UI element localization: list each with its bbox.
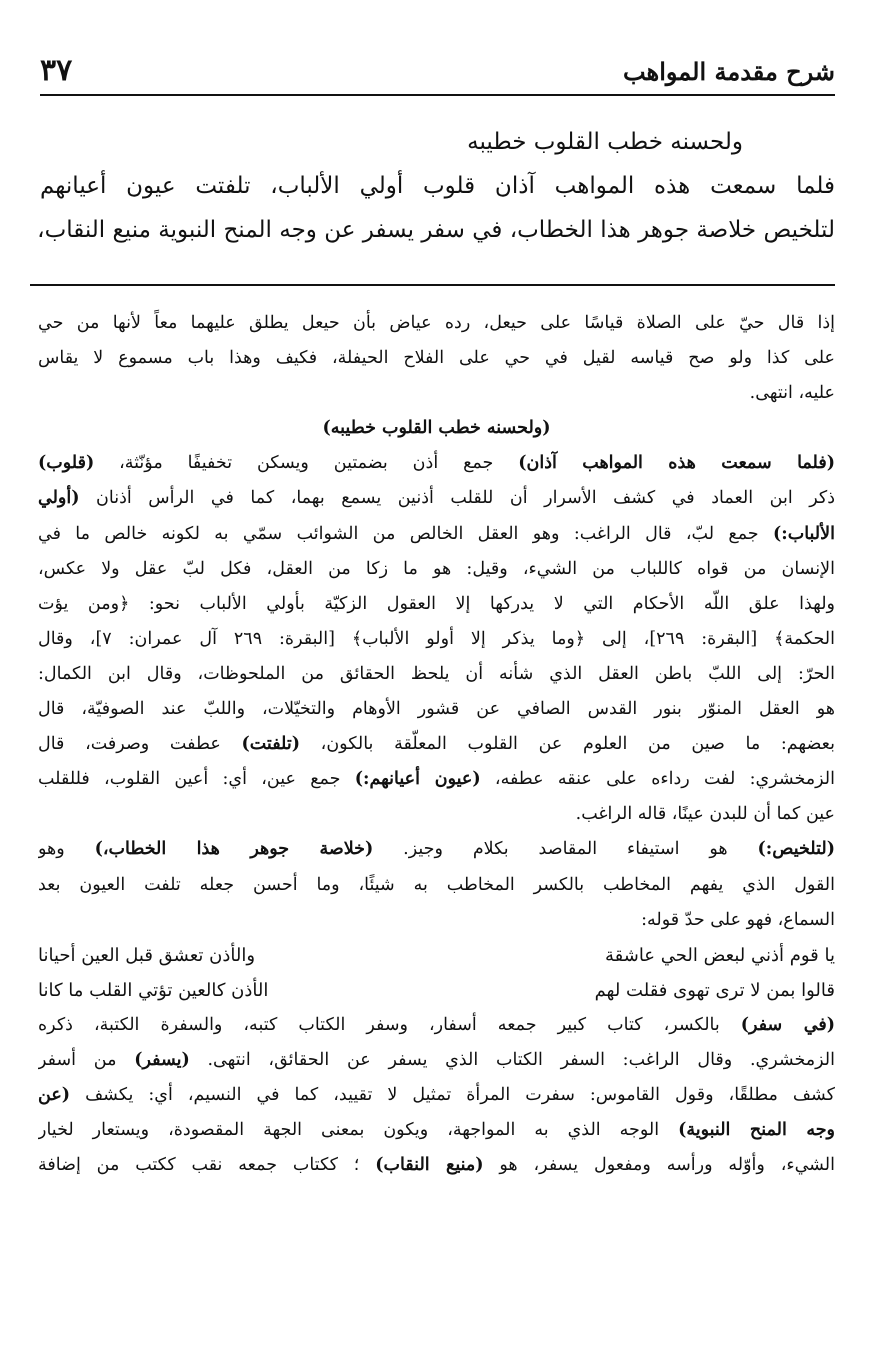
gloss: جمع عين، أي: أعين القلوب، فللقلب [38,769,355,790]
lemma: (في سفر) [740,1014,835,1035]
commentary-line [38,446,835,481]
verse-hemistich: يا قوم أذني لبعض الحي عاشقة [604,944,835,966]
gloss: الزمخشري. وقال الراغب: السفر الكتاب الذي يسفر عن الحقائق، انتهى. [189,1049,835,1070]
commentary-line: الحكمة﴾ [البقرة: ٢٦٩]، إلى ﴿وما يذكر إلا أولو الألباب﴾ [البقرة: ٢٦٩ آل عمران: ٧]، وقال [38,628,835,649]
verse-hemistich: الأذن كالعين تؤتي القلب ما كانا [38,979,269,1001]
commentary-line: إذا قال حيّ على الصلاة قياسًا على حيعل، رده عياض بأن حيعل يطلق عليهما معاً لأنها من حي [38,313,835,333]
matn-line: فلما سمعت هذه المواهب آذان قلوب أولي الألباب، تلفتت عيون أعيانهم [40,173,835,199]
commentary-line [38,727,835,762]
commentary-line [38,762,835,797]
commentary-text [38,306,835,1183]
commentary-line: هو العقل المنوّر بنور القدس الصافي عن قشور الأوهام والتخيّلات، واللبّ عند الصوفيّة، قال [38,699,835,720]
gloss: ذكر ابن العماد في كشف الأسرار أن للقلب أذنين يسمع بهما، كما في الرأس أذنان [79,488,835,509]
gloss: بالكسر، كتاب كبير جمعه أسفار، وسفر الكتاب كتبه، والسفرة الكتبة، ذكره [38,1014,741,1035]
lemma: (أولي [38,488,80,509]
gloss: الوجه الذي به المواجهة، ويكون بمعنى الجهة المقصودة، ويستعار لخيار [38,1120,679,1141]
commentary-line: على كذا ولو صح قياسه لقيل في حي على الفلاح الحيفلة، فكيف وهذا باب مسموع لا يقاس [38,348,835,369]
commentary-line [38,1043,835,1078]
commentary-line: ولهذا علق اللّه الأحكام التي لا يدركها إلا العقول الزكيّة بأولي الألباب نحو: ﴿ومن يؤت [38,593,835,614]
commentary-line [38,517,835,552]
commentary-line [38,1148,835,1183]
lemma: (قلوب) [38,453,95,474]
lemma: وجه المنح النبوية) [678,1120,835,1141]
commentary-line: عليه، انتهى. [749,383,835,404]
commentary-line: القول الذي يفهم المخاطب بالكسر المخاطب به شيئًا، وما أحسن جعله تلفت العيون بعد [38,874,835,895]
gloss: من أسفر [38,1049,135,1070]
commentary-line: الحرّ: إلى اللبّ باطن العقل الذي شأنه أن يلحظ الحقائق من الملحوظات، وقال ابن الكمال: [38,663,835,684]
lemma: (تلفتت) [241,734,300,755]
commentary-line: عين كما أن للبدن عينًا، قاله الراغب. [575,804,835,825]
commentary-heading: (ولحسنه خطب القلوب خطيبه) [322,418,551,439]
commentary-line [38,1113,835,1148]
main-text [37,120,835,252]
lemma: (لتلخيص:) [757,839,835,860]
commentary-line [38,1008,835,1043]
commentary-line [38,481,835,516]
lemma: الألباب:) [772,523,835,544]
verse-hemistich: قالوا بمن لا ترى تهوى فقلت لهم [594,979,835,1001]
lemma: (فلما سمعت هذه المواهب آذان) [518,453,835,474]
poetry-verse [38,973,835,1008]
gloss: جمع لبّ، قال الراغب: وهو العقل الخالص من الشوائب سمّي به لكونه خالص ما في [38,523,773,544]
page-number: ٣٧ [40,53,73,88]
matn-line: لتلخيص خلاصة جوهر هذا الخطاب، في سفر يسفر عن وجه المنح النبوية منيع النقاب، [37,217,835,243]
verse-hemistich: والأذن تعشق قبل العين أحيانا [38,944,256,966]
lemma: (يسفر) [134,1049,190,1070]
lemma: (عن [38,1085,71,1106]
gloss: جمع أذن بضمتين ويسكن تخفيفًا مؤنّثة، [94,453,519,474]
commentary-line: الإنسان من قواه كاللباب من الشيء، وقيل: هو ما زكا من العقل، فكل لبّ عقل ولا عكس، [38,558,835,579]
gloss: وهو [38,839,95,860]
commentary-line: السماع، فهو على حدّ قوله: [641,909,835,930]
lemma: (منيع النقاب) [375,1155,484,1176]
gloss: هو استيفاء المقاصد بكلام وجيز. [373,839,758,860]
gloss: الشيء، وأوّله ورأسه ومفعول يسفر، هو [483,1155,835,1176]
commentary-line [38,832,835,867]
poetry-verse [38,938,835,973]
gloss: الزمخشري: لفت رداءه على عنقه عطفه، [480,769,835,790]
lemma: (خلاصة جوهر هذا الخطاب،) [94,839,374,860]
gloss: عطفت وصرفت، قال [38,734,242,755]
section-divider [30,284,835,286]
gloss: بعضهم: ما صين من العلوم عن القلوب المعلّقة بالكون، [300,734,835,755]
commentary-line [38,1078,835,1113]
lemma: (عيون أعيانهم:) [354,769,481,790]
page-header [40,40,835,96]
running-title: شرح مقدمة المواهب [622,57,835,86]
gloss: كشف مطلقًا، وقول القاموس: سفرت المرأة تمثيل لا تقييد، كما في النسيم، أي: يكشف [70,1085,835,1106]
gloss: ؛ ككتاب جمعه نقب ككتب من إضافة [38,1155,376,1176]
matn-line: ولحسنه خطب القلوب خطيبه [467,129,743,155]
